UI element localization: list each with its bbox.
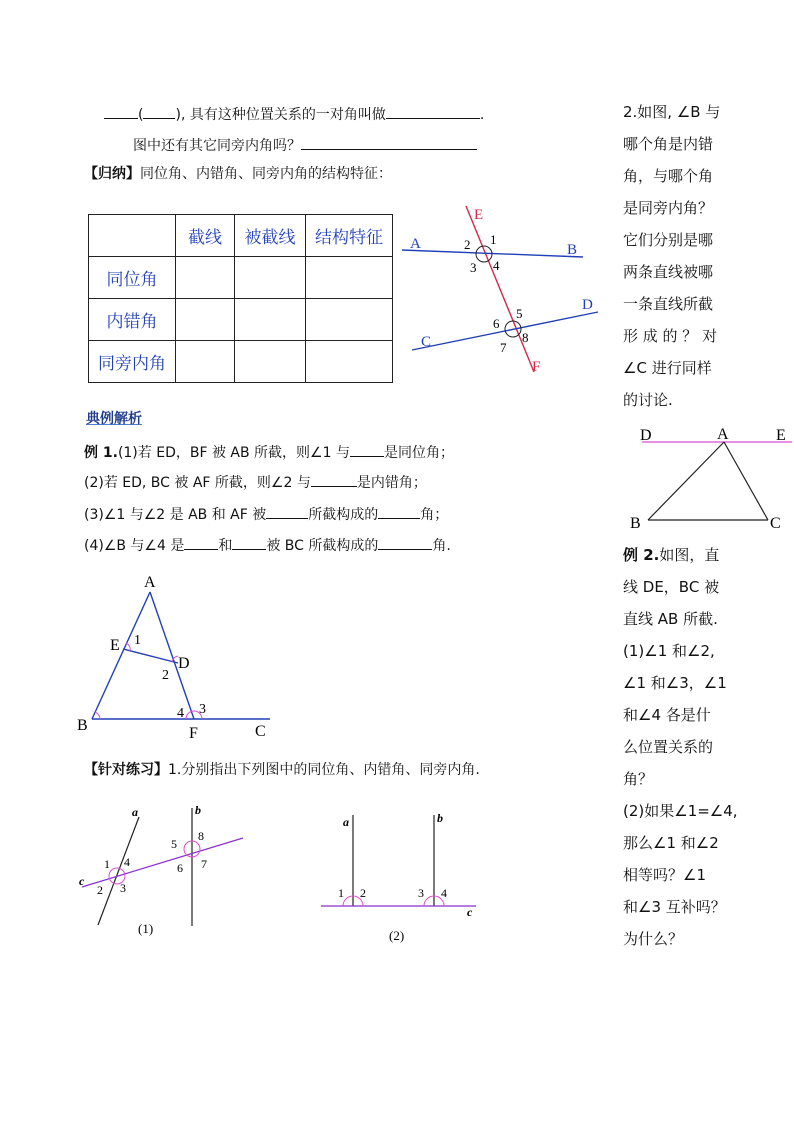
label-b: B	[567, 242, 578, 258]
label-e: E	[776, 427, 786, 444]
table-row-label: 同旁内角	[89, 341, 176, 383]
right-line: 那么∠1 和∠2	[623, 834, 719, 852]
label-a: A	[410, 236, 421, 252]
right-line: (2)如果∠1=∠4,	[623, 802, 738, 820]
label-c: c	[79, 874, 85, 888]
angle-label: 4	[441, 886, 447, 900]
label-a: a	[132, 805, 138, 819]
label-c: C	[421, 334, 432, 350]
angle-label: 3	[470, 260, 477, 275]
right-line: 例 2.如图，直	[623, 546, 720, 564]
intro-line-1: ( ), 具有这种位置关系的一对角叫做 .	[104, 103, 484, 125]
right-line: 它们分别是哪	[623, 231, 714, 249]
summary-line: 【归纳】同位角、内错角、同旁内角的结构特征：	[84, 166, 392, 182]
ex1-q2: (2)若 ED, BC 被 AF 所截，则∠2 与 是内错角；	[84, 471, 427, 493]
right-line: 角？	[623, 770, 654, 788]
ex1-q4: (4)∠B 与∠4 是 和 被 BC 所截构成的 角.	[84, 534, 451, 556]
label-f: F	[189, 725, 198, 742]
angle-label: 4	[177, 706, 184, 721]
label-d: D	[582, 297, 593, 313]
angle-label: 5	[171, 837, 177, 851]
angle-label: 3	[120, 881, 126, 895]
label-a: A	[144, 574, 156, 591]
angle-label: 1	[134, 633, 141, 648]
right-line: 两条直线被哪	[623, 263, 714, 281]
label-c: C	[770, 515, 781, 532]
table-row-label: 同位角	[89, 257, 176, 299]
table-header: 被截线	[235, 215, 306, 257]
examples-heading: 典例解析	[86, 411, 142, 427]
table-row-label: 内错角	[89, 299, 176, 341]
right-column-example-2	[623, 539, 738, 955]
right-line: (1)∠1 和∠2,	[623, 642, 715, 660]
angle-label: 8	[522, 330, 529, 345]
right-line: 角，与哪个角	[623, 167, 714, 185]
side-ac	[724, 442, 768, 520]
angle-label: 6	[493, 316, 500, 331]
right-line: ∠1 和∠3，∠1	[623, 674, 727, 692]
label-d: D	[640, 427, 652, 444]
label-e: E	[474, 207, 484, 223]
right-line: 么位置关系的	[623, 738, 714, 756]
label-b: B	[630, 515, 641, 532]
label-f: F	[532, 359, 541, 375]
intro-line-2: 图中还有其它同旁内角吗？	[133, 134, 477, 156]
label-e: E	[110, 637, 120, 654]
angle-label: 3	[418, 886, 424, 900]
angle-label: 1	[338, 886, 344, 900]
side-ab	[648, 442, 724, 520]
right-line: 形 成 的 ？ 对	[623, 327, 718, 345]
angle-label: 2	[464, 237, 471, 252]
label-b: b	[195, 803, 201, 817]
angle-label: 2	[97, 883, 103, 897]
label-c: c	[467, 905, 473, 919]
ex1-q1: 例 1.(1)若 ED，BF 被 AB 所截，则∠1 与 是同位角；	[84, 441, 454, 463]
right-line: 相等吗？∠1	[623, 866, 706, 884]
right-line: 一条直线所截	[623, 295, 714, 313]
right-line: 为什么？	[623, 930, 684, 948]
label-a: A	[717, 426, 729, 443]
right-line: ∠C 进行同样	[623, 359, 712, 377]
angle-label: 7	[500, 340, 507, 355]
label-b: b	[437, 811, 443, 825]
angle-label: 7	[201, 857, 207, 871]
right-line: 直线 AB 所截.	[623, 610, 718, 628]
angle-label: 2	[162, 668, 169, 683]
ex1-q3: (3)∠1 与∠2 是 AB 和 AF 被 所截构成的 角；	[84, 503, 448, 525]
angle-label: 5	[516, 306, 523, 321]
label-a: a	[343, 815, 349, 829]
figure-caption: (2)	[389, 928, 405, 943]
right-line: 是同旁内角？	[623, 199, 714, 217]
label-d: D	[178, 655, 190, 672]
angle-label: 3	[199, 702, 206, 717]
angle-label: 1	[104, 857, 110, 871]
angle-label: 6	[177, 861, 183, 875]
angle-label: 8	[198, 829, 204, 843]
right-line: 和∠4 各是什	[623, 706, 711, 724]
label-c: C	[255, 723, 266, 740]
table-header: 截线	[176, 215, 235, 257]
right-line: 的讨论.	[623, 391, 673, 409]
angle-label: 1	[490, 232, 497, 247]
practice-line: 【针对练习】1.分别指出下列图中的同位角、内错角、同旁内角.	[84, 762, 480, 778]
right-line: 线 DE，BC 被	[623, 578, 720, 596]
right-line: 和∠3 互补吗？	[623, 898, 726, 916]
angle-label: 4	[124, 855, 130, 869]
right-line: 2.如图, ∠B 与	[623, 103, 721, 121]
right-line: 哪个角是内错	[623, 135, 714, 153]
angle-label: 4	[493, 258, 500, 273]
label-b: B	[77, 717, 88, 734]
table-header: 结构特征	[306, 215, 393, 257]
angle-label: 2	[360, 886, 366, 900]
figure-caption: (1)	[138, 921, 154, 936]
